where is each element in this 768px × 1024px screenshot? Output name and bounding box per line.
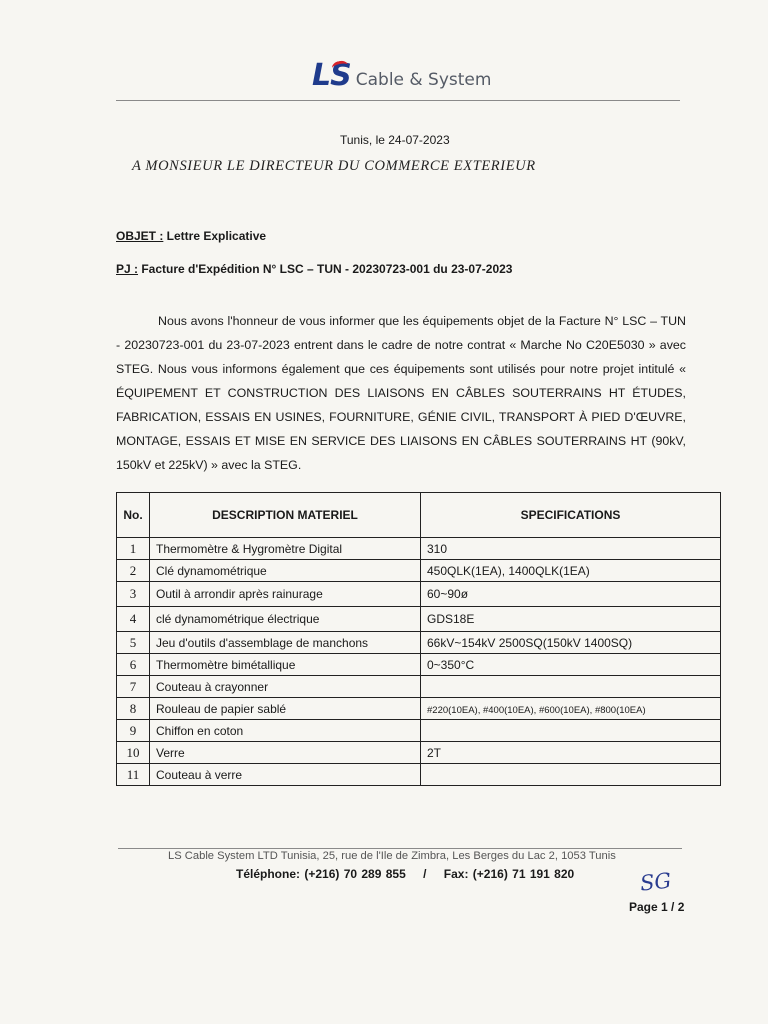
row-no: 7 [117, 676, 150, 698]
row-spec [421, 764, 721, 786]
row-no: 6 [117, 654, 150, 676]
row-no: 2 [117, 560, 150, 582]
footer-separator: / [423, 867, 427, 881]
footer-divider [118, 848, 682, 849]
footer-contact [236, 867, 574, 881]
row-no: 9 [117, 720, 150, 742]
row-description: Verre [150, 742, 421, 764]
table-row [117, 676, 721, 698]
subject-line [116, 229, 266, 243]
row-description: Jeu d'outils d'assemblage de manchons [150, 632, 421, 654]
table-row [117, 720, 721, 742]
row-spec: 310 [421, 538, 721, 560]
row-description: Rouleau de papier sablé [150, 698, 421, 720]
logo-text: Cable & System [355, 70, 492, 90]
row-description: Thermomètre & Hygromètre Digital [150, 538, 421, 560]
row-no: 11 [117, 764, 150, 786]
col-header-no: No. [117, 493, 150, 538]
row-spec: 60~90ø [421, 582, 721, 607]
row-spec [421, 720, 721, 742]
row-no: 4 [117, 607, 150, 632]
attachment-line [116, 262, 512, 276]
table-row [117, 538, 721, 560]
row-no: 1 [117, 538, 150, 560]
row-no: 8 [117, 698, 150, 720]
row-spec: 2T [421, 742, 721, 764]
row-description: Thermomètre bimétallique [150, 654, 421, 676]
table-row [117, 607, 721, 632]
table-row [117, 698, 721, 720]
row-description: Outil à arrondir après rainurage [150, 582, 421, 607]
row-spec: 450QLK(1EA), 1400QLK(1EA) [421, 560, 721, 582]
row-description: Couteau à crayonner [150, 676, 421, 698]
attachment-label: PJ : [116, 262, 139, 276]
handwritten-initials: SG [638, 868, 673, 896]
letter-body [116, 309, 686, 477]
footer-address: LS Cable System LTD Tunisia, 25, rue de l'Ile de Zimbra, Les Berges du Lac 2, 1053 Tunis [168, 850, 616, 862]
row-spec: 66kV~154kV 2500SQ(150kV 1400SQ) [421, 632, 721, 654]
table-row [117, 582, 721, 607]
row-description: Couteau à verre [150, 764, 421, 786]
equipment-table [116, 492, 721, 786]
subject-label: OBJET : [116, 229, 164, 243]
row-no: 5 [117, 632, 150, 654]
row-description: Clé dynamométrique [150, 560, 421, 582]
body-paragraph: Nous avons l'honneur de vous informer que les équipements objet de la Facture N° LSC – TUN - 20230723-001 du 23-07-2023 entrent dans le cadre de notre contrat « Marche No C20E5030 » avec STEG. Nous vous informons également que ces équipements sont utilisés pour notre projet intitulé « ÉQUIPEMENT ET CONSTRUCTION DES LIAISONS EN CÂBLES SOUTERRAINS HT ÉTUDES, FABRICATION, ESSAIS EN USINES, FOURNITURE, GÉNIE CIVIL, TRANSPORT À PIED D'ŒUVRE, MONTAGE, ESSAIS ET MISE EN SERVICE DES LIAISONS EN CÂBLES SOUTERRAINS HT (90kV, 150kV et 225kV) » avec la STEG. [116, 314, 686, 472]
footer-phone: Téléphone: (+216) 70 289 855 [236, 867, 406, 881]
attachment-text: Facture d'Expédition N° LSC – TUN - 20230723-001 du 23-07-2023 [138, 262, 513, 276]
table-row [117, 560, 721, 582]
row-spec [421, 676, 721, 698]
row-no: 10 [117, 742, 150, 764]
col-header-specifications: SPECIFICATIONS [421, 493, 721, 538]
letter-addressee: A MONSIEUR LE DIRECTEUR DU COMMERCE EXTERIEUR [132, 158, 536, 174]
letter-date: Tunis, le 24-07-2023 [340, 133, 450, 147]
col-header-description: DESCRIPTION MATERIEL [150, 493, 421, 538]
row-spec: GDS18E [421, 607, 721, 632]
logo-mark: LS [312, 58, 351, 93]
table-row [117, 632, 721, 654]
page-number: Page 1 / 2 [629, 900, 685, 914]
row-description: Chiffon en coton [150, 720, 421, 742]
header-divider [116, 100, 680, 101]
row-spec [421, 698, 721, 720]
table-row [117, 654, 721, 676]
table-header-row [117, 493, 721, 538]
company-logo [312, 58, 492, 93]
row-description: clé dynamométrique électrique [150, 607, 421, 632]
row-no: 3 [117, 582, 150, 607]
table-row [117, 742, 721, 764]
subject-text: Lettre Explicative [163, 229, 267, 243]
table-row [117, 764, 721, 786]
row-spec-small: #220(10EA), #400(10EA), #600(10EA), #800(10EA) [427, 704, 646, 716]
row-spec: 0~350°C [421, 654, 721, 676]
footer-fax: Fax: (+216) 71 191 820 [443, 867, 575, 881]
